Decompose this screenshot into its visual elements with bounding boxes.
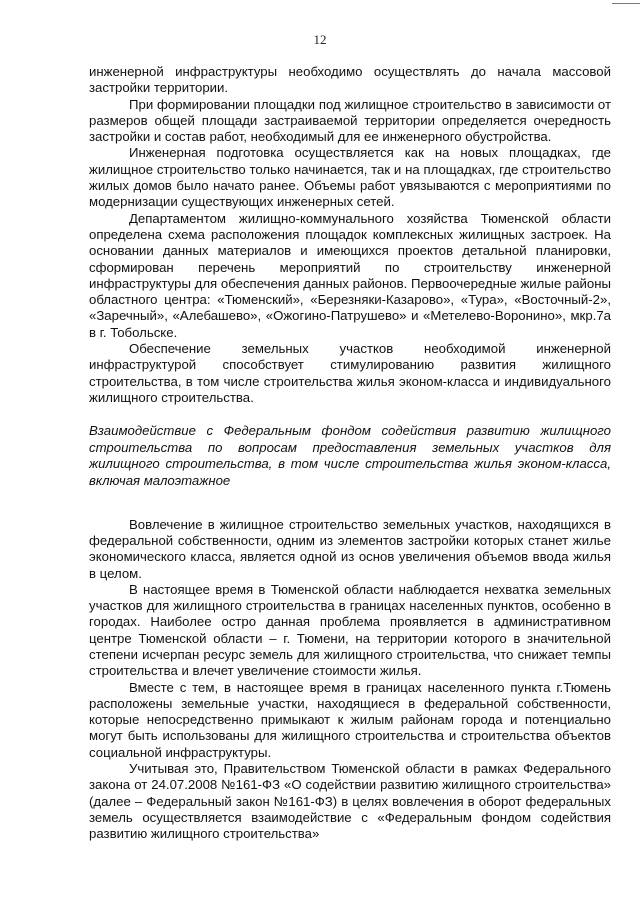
paragraph: Учитывая это, Правительством Тюменской области в рамках Федерального закона от 24.07.2008 №161-ФЗ «О содействии развитию жилищного строительства» (далее – Федеральный закон №161-ФЗ) в целях вовлечения в оборот федеральных земель осуществляется взаимодействие с «Федеральным фондом содействия развитию жилищного строительства»	[89, 761, 611, 842]
paragraph: Обеспечение земельных участков необходимой инженерной инфраструктурой способствует стимулированию развития жилищного строительства, в том числе строительства жилья эконом-класса и индивидуального жилищного строительства.	[89, 341, 611, 405]
page-corner-mark	[612, 0, 640, 4]
paragraph: Вместе с тем, в настоящее время в границах населенного пункта г.Тюмень расположены земельные участки, находящиеся в федеральной собственности, которые непосредственно примыкают к жилым районам города и потенциально могут быть использованы для жилищного строительства и строительства объектов социальной инфраструктуры.	[89, 679, 611, 760]
paragraph-continuation: инженерной инфраструктуры необходимо осуществлять до начала массовой застройки территории.	[89, 64, 611, 96]
page-number: 12	[313, 32, 327, 47]
paragraph: В настоящее время в Тюменской области наблюдается нехватка земельных участков для жилищного строительства в границах населенных пунктов, особенно в городах. Наиболее остро данная проблема проявляется в административном центре Тюменской области – г. Тюмени, на территории которого в значительной степени исчерпан ресурс земель для жилищного строительства, что снижает темпы строительства и влечет увеличение стоимости жилья.	[89, 581, 611, 679]
paragraph: Департаментом жилищно-коммунального хозяйства Тюменской области определена схема расположения площадок комплексных жилищных застроек. На основании данных материалов и имеющихся проектов детальной планировки, сформирован перечень мероприятий по строительству инженерной инфраструктуры для обеспечения данных районов. Первоочередные жилые районы областного центра: «Тюменский», «Березняки-Казарово», «Тура», «Восточный-2», «Заречный», «Алебашево», «Ожогино-Патрушево» и «Метелево-Воронино», мкр.7а в г. Тобольске.	[89, 210, 611, 340]
paragraph: Инженерная подготовка осуществляется как на новых площадках, где жилищное строительство только начинается, так и на площадках, где строительство жилых домов было начато ранее. Объемы работ увязываются с мероприятиями по модернизации существующих инженерных сетей.	[89, 145, 611, 210]
section-heading: Взаимодействие с Федеральным фондом содействия развитию жилищного строительства по вопросам предоставления земельных участков для жилищного строительства, в том числе строительства жилья эконом-класса, включая малоэтажное	[89, 423, 611, 489]
paragraph: Вовлечение в жилищное строительство земельных участков, находящихся в федеральной собственности, одним из элементов застройки которых станет жилье экономического класса, является одной из основ увеличения объемов ввода жилья в целом.	[89, 516, 611, 581]
document-body	[89, 64, 611, 843]
paragraph: При формировании площадки под жилищное строительство в зависимости от размеров общей площади застраиваемой территории определяется очередность застройки и состав работ, необходимый для ее инженерного обустройства.	[89, 96, 611, 145]
